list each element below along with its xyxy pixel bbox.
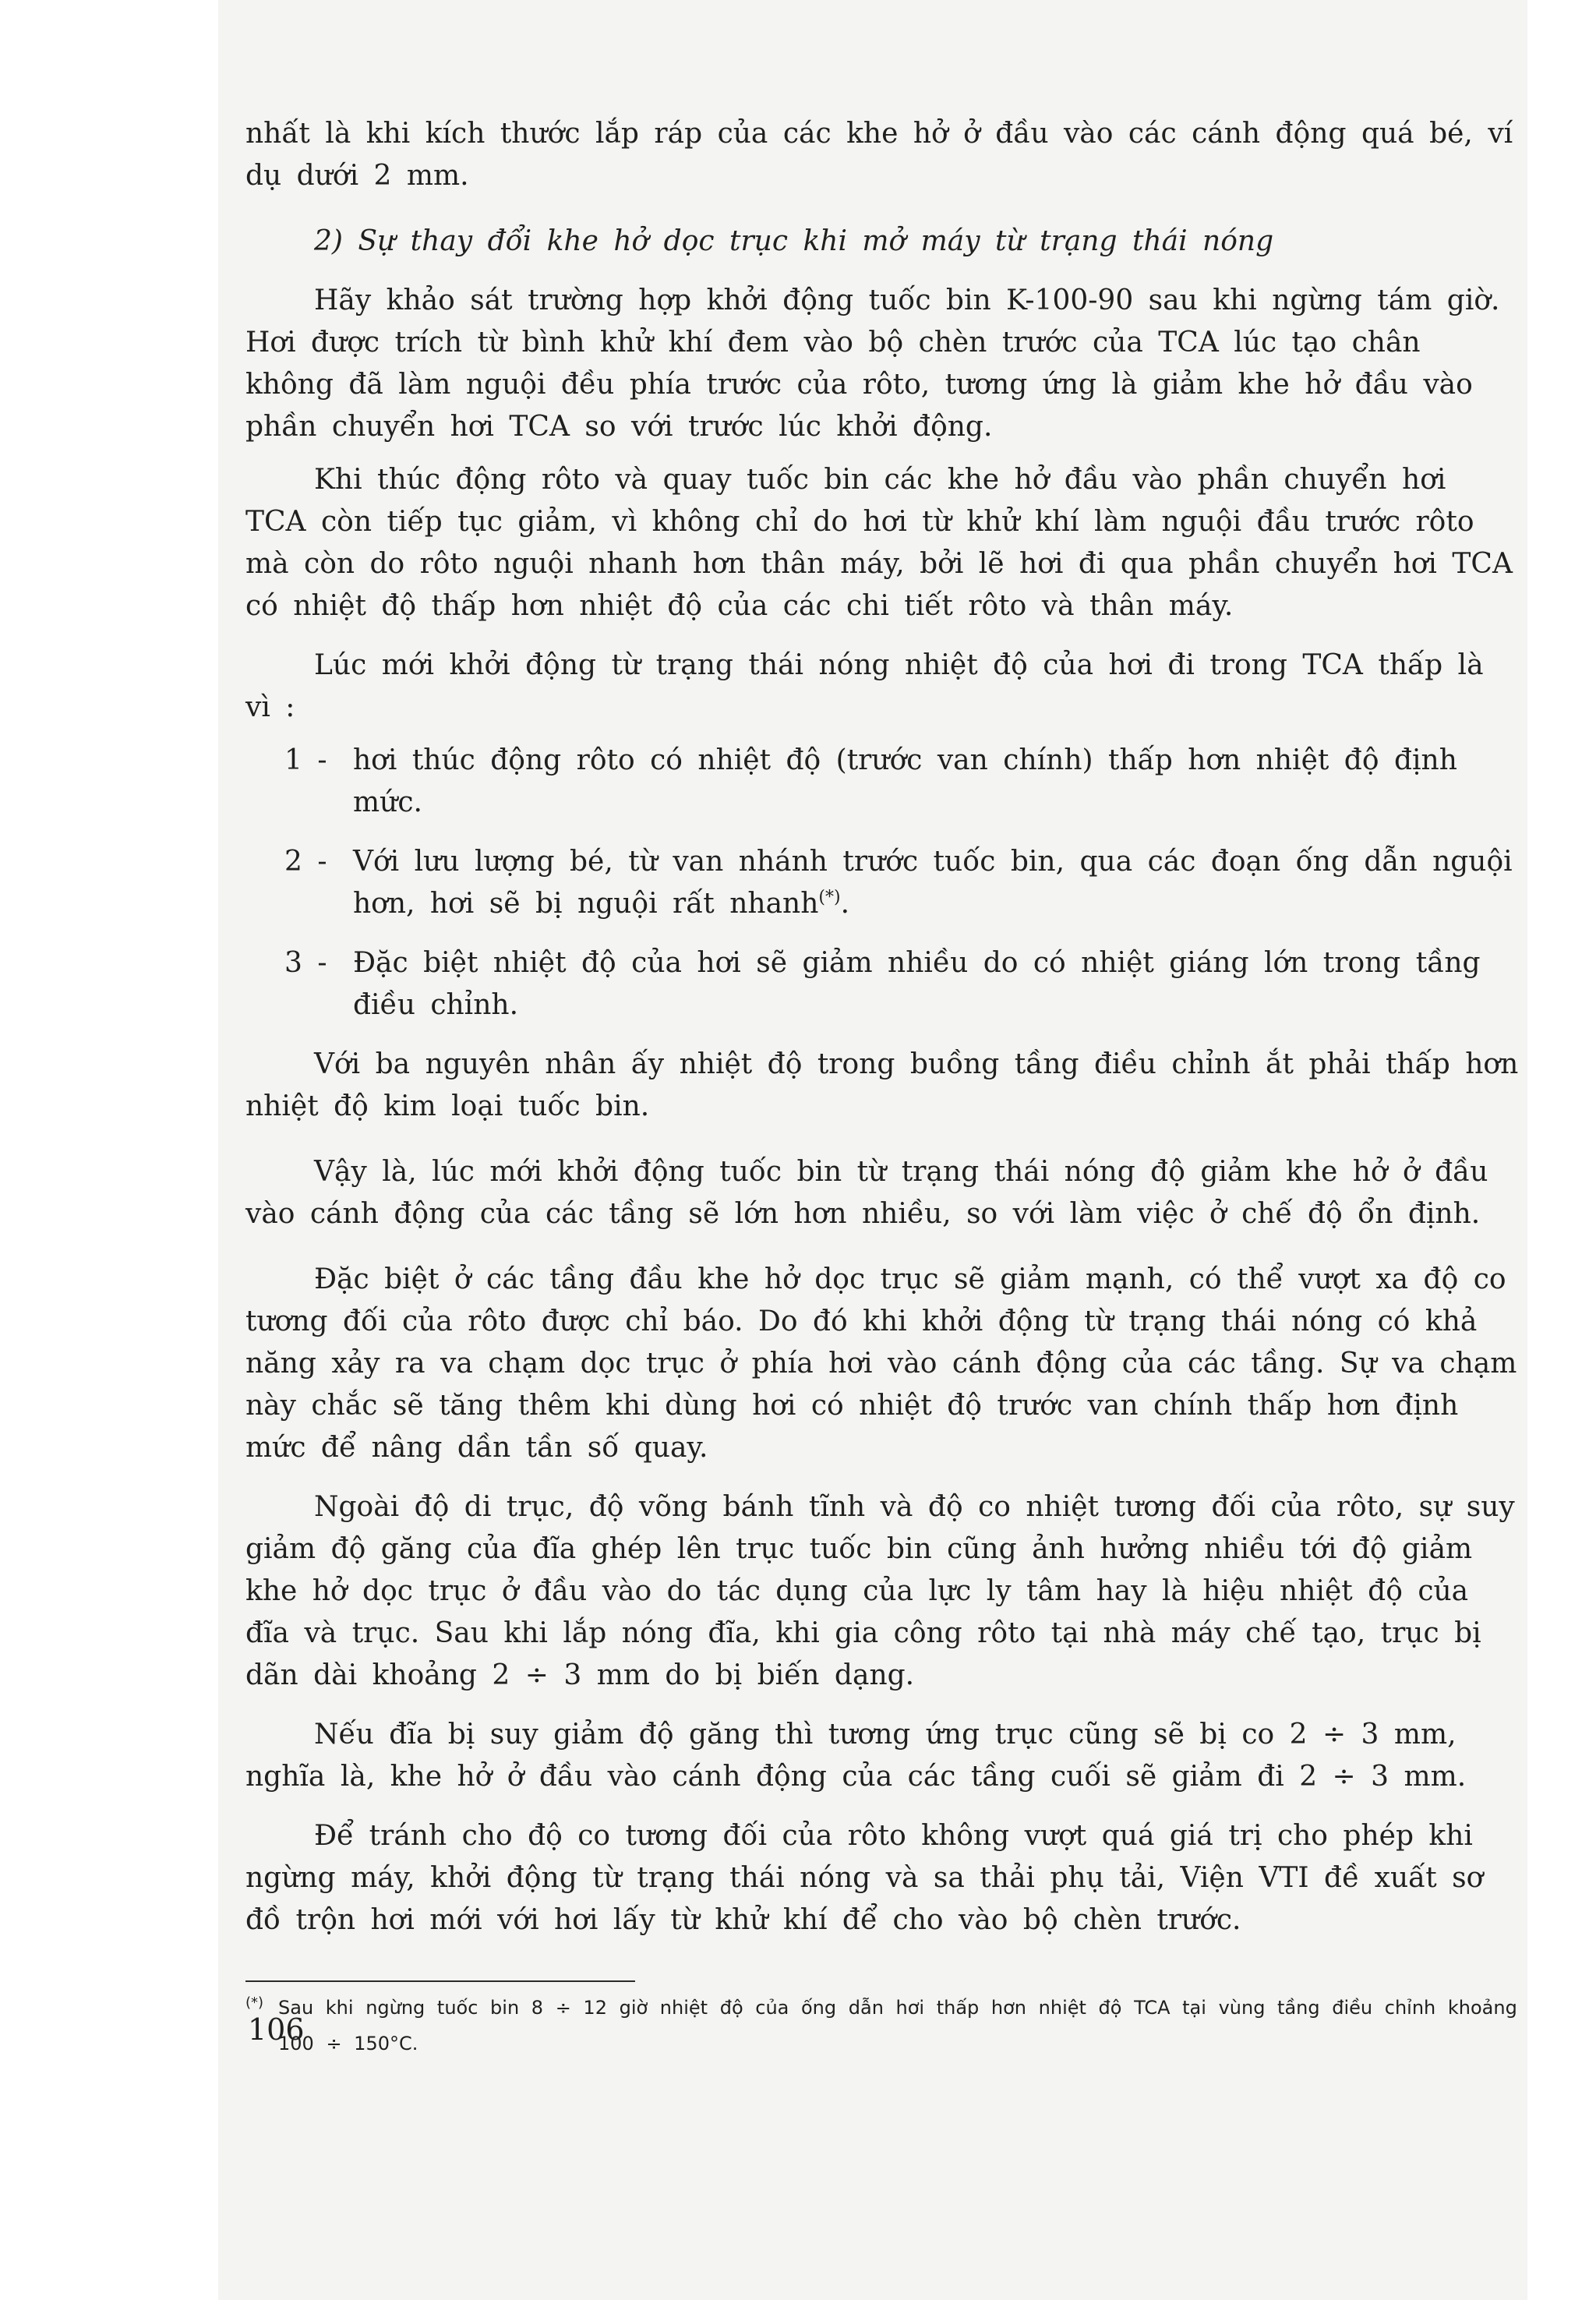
paragraph-2: Khi thúc động rôto và quay tuốc bin các khe hở đầu vào phần chuyển hơi TCA còn tiếp tục giảm, vì không chỉ do hơi từ khử khí làm nguội đầu trước rôto mà còn do rôto nguội nhanh hơn thân máy, bởi lẽ hơi đi qua phần chuyển hơi TCA có nhiệt độ thấp hơn nhiệt độ của các chi tiết rôto và thân máy.	[245, 464, 1513, 622]
list-item-tail: .	[840, 888, 850, 920]
footnote-reference: (*)	[818, 888, 841, 907]
reason-list	[245, 740, 1520, 1026]
list-item-text: hơi thúc động rôto có nhiệt độ (trước van chính) thấp hơn nhiệt độ định mức.	[353, 744, 1457, 818]
list-item-number: 2 -	[284, 846, 327, 878]
paragraph-1: Hãy khảo sát trường hợp khởi động tuốc bin K-100-90 sau khi ngừng tám giờ. Hơi được trích từ bình khử khí đem vào bộ chèn trước của TCA lúc tạo chân không đã làm nguội đều phía trước của rôto, tương ứng là giảm khe hở đầu vào phần chuyển hơi TCA so với trước lúc khởi động.	[245, 284, 1500, 443]
section-heading: 2) Sự thay đổi khe hở dọc trục khi mở máy từ trạng thái nóng	[314, 225, 1274, 257]
footnote-text: Sau khi ngừng tuốc bin 8 ÷ 12 giờ nhiệt độ của ống dẫn hơi thấp hơn nhiệt độ TCA tại vùng tầng điều chỉnh khoảng 100 ÷ 150°C.	[278, 1997, 1517, 2054]
list-item-text: Đặc biệt nhiệt độ của hơi sẽ giảm nhiều do có nhiệt giáng lớn trong tầng điều chỉnh.	[353, 947, 1481, 1021]
paragraph-5: Vậy là, lúc mới khởi động tuốc bin từ trạng thái nóng độ giảm khe hở ở đầu vào cánh động của các tầng sẽ lớn hơn nhiều, so với làm việc ở chế độ ổn định.	[245, 1156, 1488, 1230]
paragraph-7: Ngoài độ di trục, độ võng bánh tĩnh và độ co nhiệt tương đối của rôto, sự suy giảm độ găng của đĩa ghép lên trục tuốc bin cũng ảnh hưởng nhiều tới độ giảm khe hở dọc trục ở đầu vào do tác dụng của lực ly tâm hay là hiệu nhiệt độ của đĩa và trục. Sau khi lắp nóng đĩa, khi gia công rôto tại nhà máy chế tạo, trục bị dãn dài khoảng 2 ÷ 3 mm do bị biến dạng.	[245, 1491, 1515, 1691]
continuation-paragraph: nhất là khi kích thước lắp ráp của các khe hở ở đầu vào các cánh động quá bé, ví dụ dưới 2 mm.	[245, 118, 1513, 192]
paragraph-9: Để tránh cho độ co tương đối của rôto không vượt quá giá trị cho phép khi ngừng máy, khởi động từ trạng thái nóng và sa thải phụ tải, Viện VTI đề xuất sơ đồ trộn hơi mới với hơi lấy từ khử khí để cho vào bộ chèn trước.	[245, 1820, 1484, 1936]
list-item	[245, 942, 1520, 1026]
document-page	[245, 113, 1520, 2062]
list-item-number: 1 -	[284, 744, 327, 776]
footnote-divider	[245, 1980, 635, 1982]
list-item-number: 3 -	[284, 947, 327, 979]
page-number: 106	[248, 2012, 305, 2047]
list-item	[245, 841, 1520, 925]
paragraph-3: Lúc mới khởi động từ trạng thái nóng nhiệt độ của hơi đi trong TCA thấp là vì :	[245, 649, 1484, 723]
paragraph-4: Với ba nguyên nhân ấy nhiệt độ trong buồng tầng điều chỉnh ắt phải thấp hơn nhiệt độ kim loại tuốc bin.	[245, 1048, 1519, 1122]
paragraph-6: Đặc biệt ở các tầng đầu khe hở dọc trục sẽ giảm mạnh, có thể vượt xa độ co tương đối của rôto được chỉ báo. Do đó khi khởi động từ trạng thái nóng có khả năng xảy ra va chạm dọc trục ở phía hơi vào cánh động của các tầng. Sự va chạm này chắc sẽ tăng thêm khi dùng hơi có nhiệt độ trước van chính thấp hơn định mức để nâng dần tần số quay.	[245, 1263, 1517, 1464]
paragraph-8: Nếu đĩa bị suy giảm độ găng thì tương ứng trục cũng sẽ bị co 2 ÷ 3 mm, nghĩa là, khe hở ở đầu vào cánh động của các tầng cuối sẽ giảm đi 2 ÷ 3 mm.	[245, 1719, 1467, 1793]
list-item-text: Với lưu lượng bé, từ van nhánh trước tuốc bin, qua các đoạn ống dẫn nguội hơn, hơi sẽ bị nguội rất nhanh	[353, 846, 1513, 920]
footnote: (*) Sau khi ngừng tuốc bin 8 ÷ 12 giờ nhiệt độ của ống dẫn hơi thấp hơn nhiệt độ TCA tại vùng tầng điều chỉnh khoảng 100 ÷ 150°C.	[245, 1994, 1517, 2054]
list-item	[245, 740, 1520, 824]
